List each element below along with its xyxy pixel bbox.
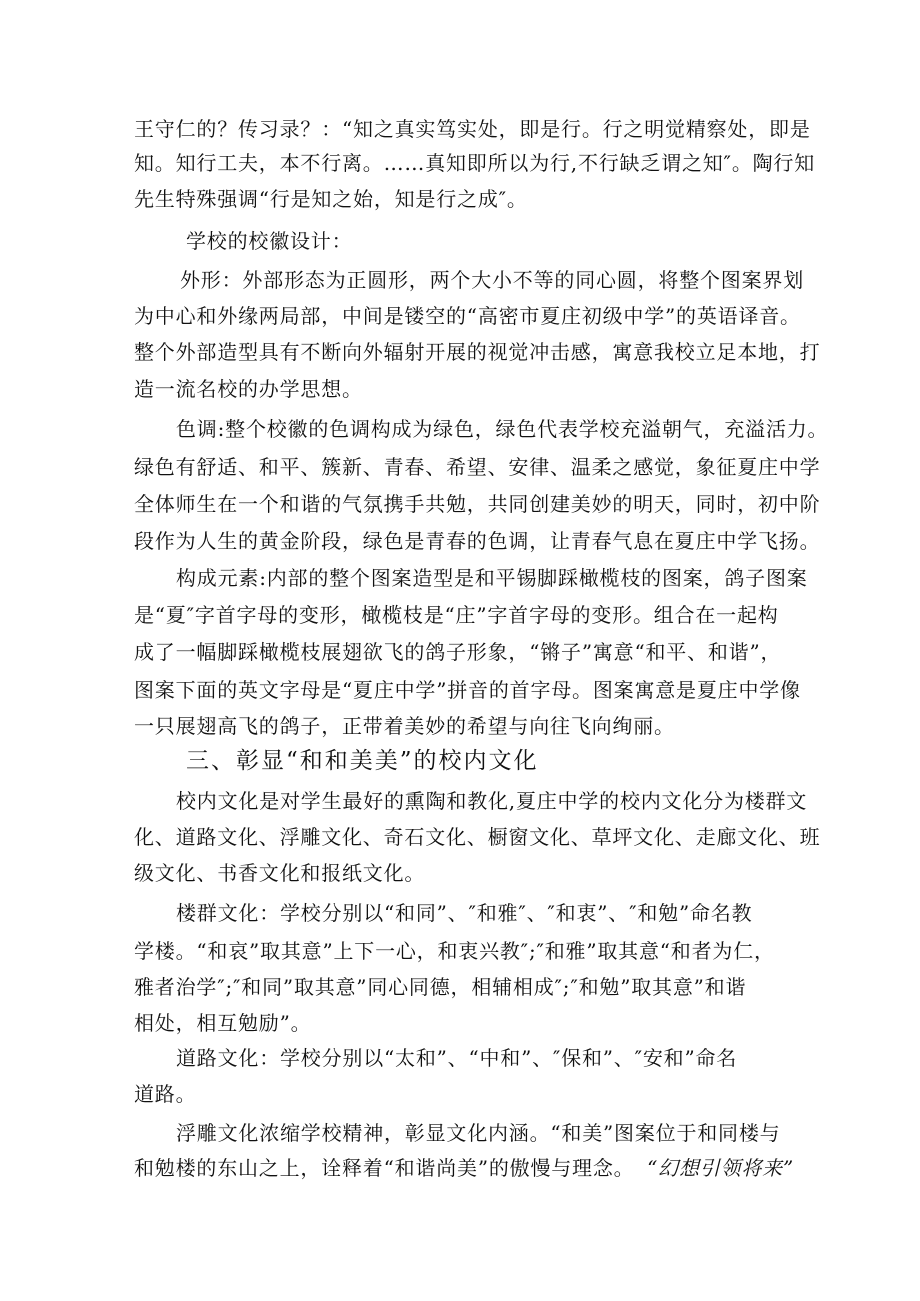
paragraph-line: 级文化、书香文化和报纸文化。 (134, 861, 426, 885)
paragraph-line: 外形：外部形态为正圆形，两个大小不等的同心圆，将整个图案界划 (180, 268, 804, 292)
paragraph-line: 色调:整个校徽的色调构成为绿色，绿色代表学校充溢朝气，充溢活力。 (176, 417, 829, 441)
paragraph-line: 化、道路文化、浮雕文化、奇石文化、橱窗文化、草坪文化、走廊文化、班 (134, 825, 821, 849)
paragraph-line: 段作为人生的黄金阶段，绿色是青春的色调，让青春气息在夏庄中学飞扬。 (134, 529, 821, 553)
paragraph-line: 校内文化是对学生最好的熏陶和教化,夏庄中学的校内文化分为楼群文 (176, 789, 808, 813)
paragraph-line: 相处，相互勉励”。 (134, 1011, 312, 1035)
paragraph-line: 王守仁的？传习录？：“知之真实笃实处，即是行。行之明觉精察处，即是 (134, 117, 811, 141)
paragraph-line: 学楼。“和哀”取其意”上下一心，和衷兴教″;″和雅”取其意“和者为仁， (134, 939, 775, 963)
paragraph-line: 图案下面的英文字母是“夏庄中学”拼音的首字母。图案寓意是夏庄中学像 (134, 678, 801, 702)
paragraph-line: 构成元素:内部的整个图案造型是和平锡脚踩橄榄枝的图案，鸽子图案 (176, 566, 808, 590)
paragraph-line: 学校的校徽设计： (186, 229, 353, 253)
section-heading: 三、彰显“和和美美”的校内文化 (186, 748, 539, 774)
paragraph-line: 道路文化：学校分别以“太和”、“中和”、″保和”、″安和”命名 (176, 1046, 738, 1070)
italic-phrase: “幻想引领将来” (647, 1156, 794, 1180)
paragraph-line: 道路。 (134, 1082, 197, 1106)
paragraph-line: 为中心和外缘两局部，中间是镂空的“高密市夏庄初级中学”的英语译音。 (134, 304, 801, 328)
paragraph-line: 一只展翅高飞的鸽子，正带着美妙的希望与向往飞向绚丽。 (134, 714, 675, 738)
paragraph-line: 全体师生在一个和谐的气氛携手共勉，共同创建美妙的明天，同时，初中阶 (134, 492, 821, 516)
paragraph-line: 造一流名校的办学思想。 (134, 377, 363, 401)
paragraph-line: 楼群文化：学校分别以“和同”、″和雅″、″和衷”、″和勉”命名教 (176, 901, 753, 925)
paragraph-line: 绿色有舒适、和平、簇新、青春、希望、安律、温柔之感觉，象征夏庄中学 (134, 455, 821, 479)
paragraph-line: 和勉楼的东山之上，诠释着“和谐尚美”的傲慢与理念。 (134, 1156, 635, 1180)
paragraph-line: 知。知行工夫，本不行离。……真知即所以为行,不行缺乏谓之知″。陶行知 (134, 151, 816, 175)
paragraph-line: 成了一幅脚踩橄榄枝展翅欲飞的鸽子形象，“锵子”寓意“和平、和谐”， (134, 640, 782, 664)
paragraph-line: 整个外部造型具有不断向外辐射开展的视觉冲击感，寓意我校立足本地，打 (134, 340, 821, 364)
paragraph-line: 雅者治学″;″和同”取其意”同心同德，相辅相成″;″和勉”取其意”和谐 (134, 975, 747, 999)
paragraph-line: 浮雕文化浓缩学校精神，彰显文化内涵。“和美”图案位于和同楼与 (176, 1121, 781, 1145)
paragraph-line: 是“夏″字首字母的变形，橄榄枝是“庄”字首字母的变形。组合在一起构 (134, 603, 779, 627)
paragraph-line: 先生特殊强调“行是知之始，知是行之成″。 (134, 187, 528, 211)
